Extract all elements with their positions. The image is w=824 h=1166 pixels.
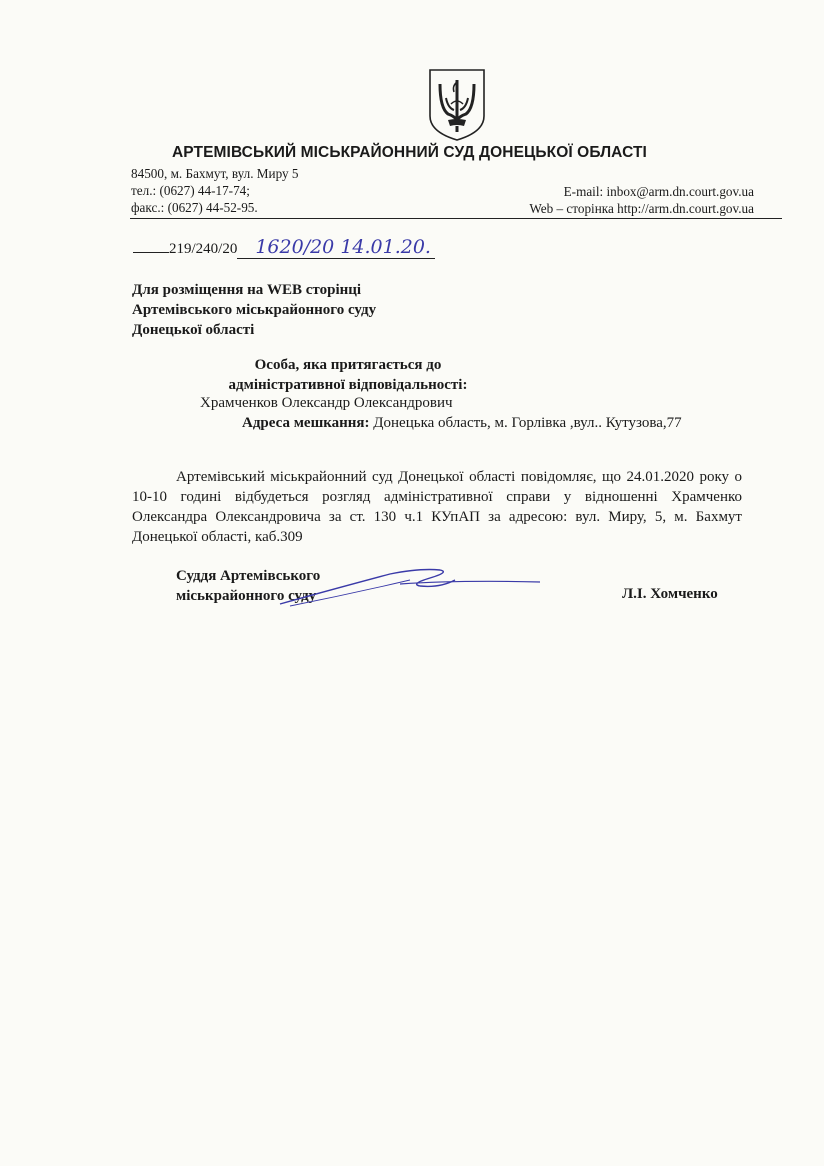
party-heading-line: адміністративної відповідальності: (228, 377, 468, 393)
addressee-line: Донецької області (132, 322, 255, 338)
reference-blank (133, 240, 169, 253)
party-heading-line: Особа, яка притягається до (254, 357, 442, 373)
party-address (242, 415, 682, 432)
notice-body: Артемівський міськрайонний суд Донецької області повідомляє, що 24.01.2020 року о 10-10 годині відбудеться розгляд адміністративної справи у відношенні Храмченко Олександра Олександровича за ст. 130 ч.1 КУпАП за адресою: вул. Миру, 5, м. Бахмут Донецької області, каб.309 (132, 469, 742, 545)
judge-title-line: міськрайонного суду (176, 588, 317, 604)
addressee-block (132, 280, 376, 340)
signature-icon (270, 560, 550, 610)
party-address-label: Адреса мешкання: (242, 415, 370, 431)
reference-handwritten-field (237, 236, 435, 259)
court-email: E-mail: inbox@arm.dn.court.gov.ua (563, 184, 754, 199)
party-address-value: Донецька область, м. Горлівка ,вул.. Кутузова,77 (373, 415, 682, 431)
party-name: Храмченков Олександр Олександрович (200, 395, 453, 411)
reference-line (133, 236, 435, 259)
coat-of-arms-icon (428, 68, 486, 142)
court-title: АРТЕМІВСЬКИЙ МІСЬКРАЙОННИЙ СУД ДОНЕЦЬКОЇ ОБЛАСТІ (172, 144, 647, 161)
judge-title-line: Суддя Артемівського (176, 568, 321, 584)
addressee-line: Для розміщення на WEB сторінці (132, 282, 362, 298)
court-address: 84500, м. Бахмут, вул. Миру 5 (131, 166, 299, 181)
court-fax: факс.: (0627) 44-52-95. (131, 200, 258, 215)
judge-name: Л.І. Хомченко (622, 586, 718, 602)
reference-number: 219/240/20 (169, 241, 238, 257)
reference-handwritten: 1620/20 14.01.20. (255, 236, 431, 258)
court-phone: тел.: (0627) 44-17-74; (131, 183, 250, 198)
party-heading (168, 355, 528, 395)
court-web: Web – сторінка http://arm.dn.court.gov.ua (529, 201, 754, 216)
addressee-line: Артемівського міськрайонного суду (132, 302, 377, 318)
header-divider (130, 218, 782, 219)
